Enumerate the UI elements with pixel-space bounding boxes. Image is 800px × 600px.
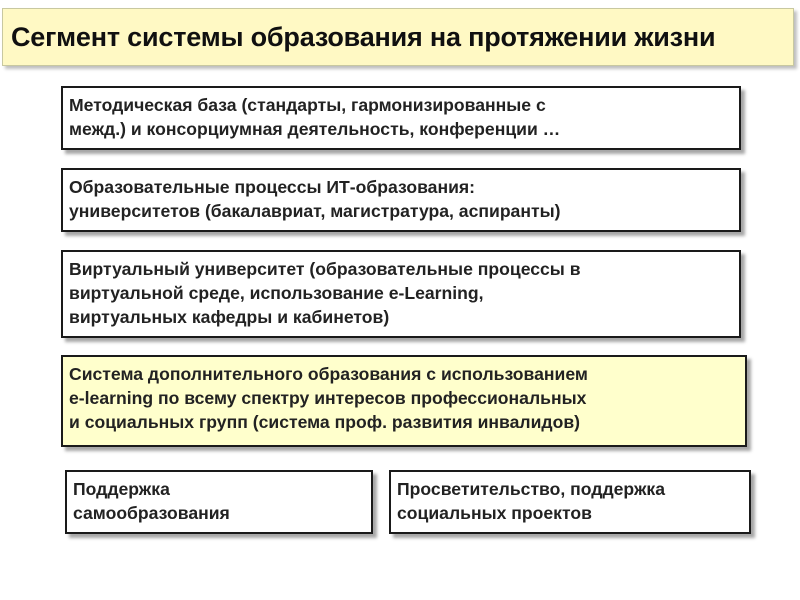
box-line: Поддержка [73,479,170,499]
it-education-box [61,168,741,232]
box-line: Система дополнительного образования с использованием [69,364,588,384]
additional-education-box [61,355,747,447]
box-line: Виртуальный университет (образовательные процессы в [69,259,581,279]
box-line: самообразования [73,503,230,523]
box-line: виртуальных кафедры и кабинетов) [69,307,390,327]
box-line: межд.) и консорциумная деятельность, конференции … [69,119,561,139]
methodology-box [61,86,741,150]
virtual-university-box [61,250,741,338]
title-banner [2,8,794,66]
page-title: Сегмент системы образования на протяжении жизни [11,22,716,52]
box-line: виртуальной среде, использование e-Learning, [69,283,484,303]
outreach-box [389,470,751,534]
self-education-box [65,470,373,534]
box-line: Просветительство, поддержка [397,479,666,499]
box-line: Образовательные процессы ИТ-образования: [69,177,476,197]
box-line: e-learning по всему спектру интересов профессиональных [69,388,587,408]
box-line: университетов (бакалавриат, магистратура, аспиранты) [69,201,561,221]
box-line: социальных проектов [397,503,592,523]
box-line: Методическая база (стандарты, гармонизированные с [69,95,546,115]
box-line: и социальных групп (система проф. развития инвалидов) [69,412,581,432]
